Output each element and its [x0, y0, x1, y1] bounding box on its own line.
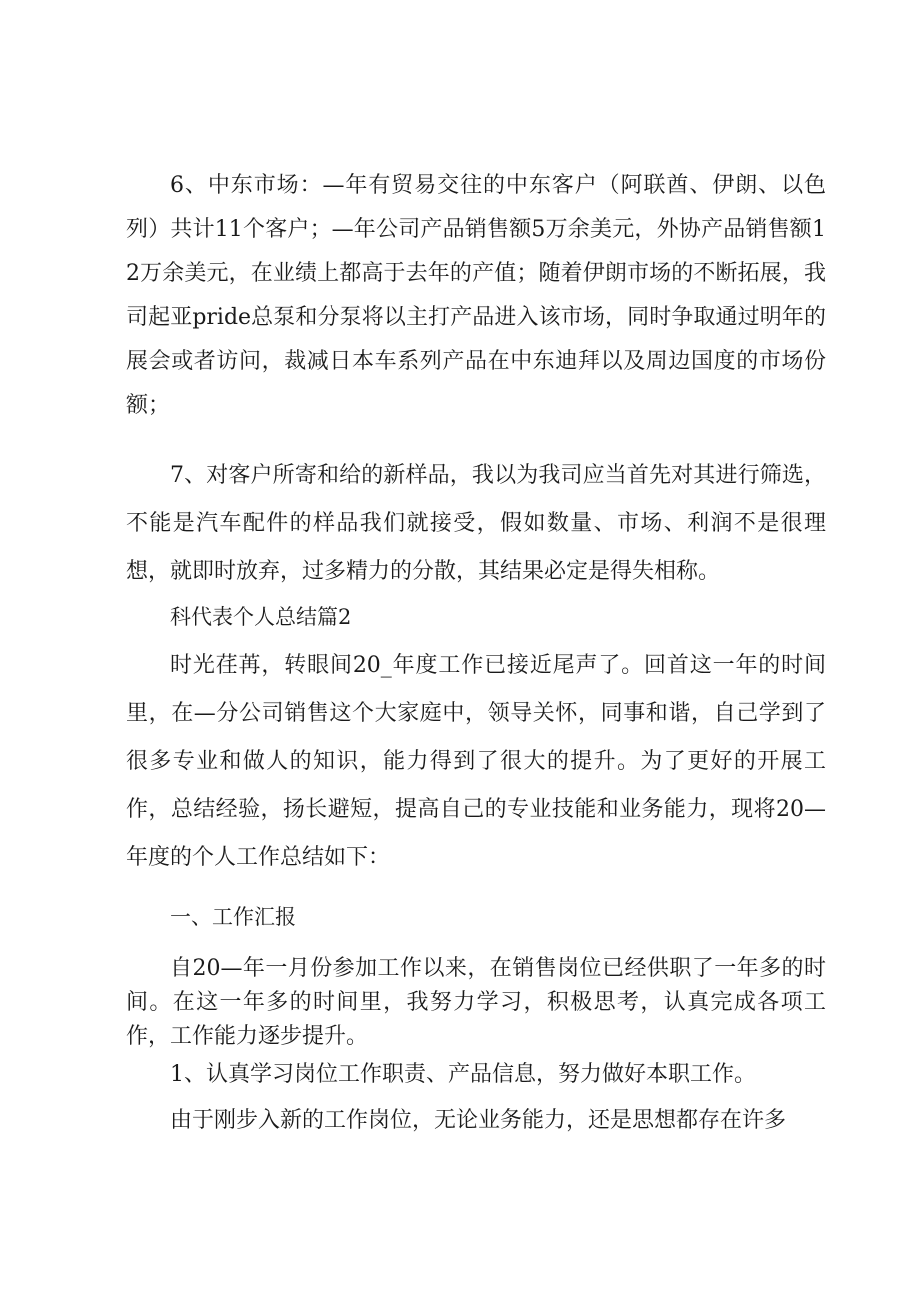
paragraph-work-start: 自20—年一月份参加工作以来，在销售岗位已经供职了一年多的时间。在这一年多的时间里，我努力学习，积极思考，认真完成各项工作，工作能力逐步提升。 [126, 956, 826, 1049]
paragraph-year-review: 时光荏苒，转眼间20_年度工作已接近尾声了。回首这一年的时间里，在—分公司销售这个大家庭中，领导关怀，同事和谐，自己学到了很多专业和做人的知识，能力得到了很大的提升。为了更好的开展工作，总结经验，扬长避短，提高自己的专业技能和业务能力，现将20—年度的个人工作总结如下： [126, 653, 826, 870]
paragraph-new-samples: 7、对客户所寄和给的新样品，我以为我司应当首先对其进行筛选，不能是汽车配件的样品我们就接受，假如数量、市场、利润不是很理想，就即时放弃，过多精力的分散，其结果必定是得失相称。 [126, 463, 826, 584]
paragraph-new-position: 由于刚步入新的工作岗位，无论业务能力，还是思想都存在许多 [170, 1108, 787, 1133]
paragraph-middle-east-market: 6、中东市场：—年有贸易交往的中东客户（阿联酋、伊朗、以色列）共计11个客户；—年公司产品销售额5万余美元，外协产品销售额12万余美元，在业绩上都高于去年的产值；随着伊朗市场的不断拓展，我司起亚pride总泵和分泵将以主打产品进入该市场，同时争取通过明年的展会或者访问，裁减日本车系列产品在中东迪拜以及周边国度的市场份额； [126, 173, 826, 418]
paragraph-study-duties: 1、认真学习岗位工作职责、产品信息，努力做好本职工作。 [170, 1062, 756, 1087]
section-heading-summary-2: 科代表个人总结篇2 [170, 605, 352, 629]
section-heading-work-report: 一、工作汇报 [170, 905, 296, 929]
